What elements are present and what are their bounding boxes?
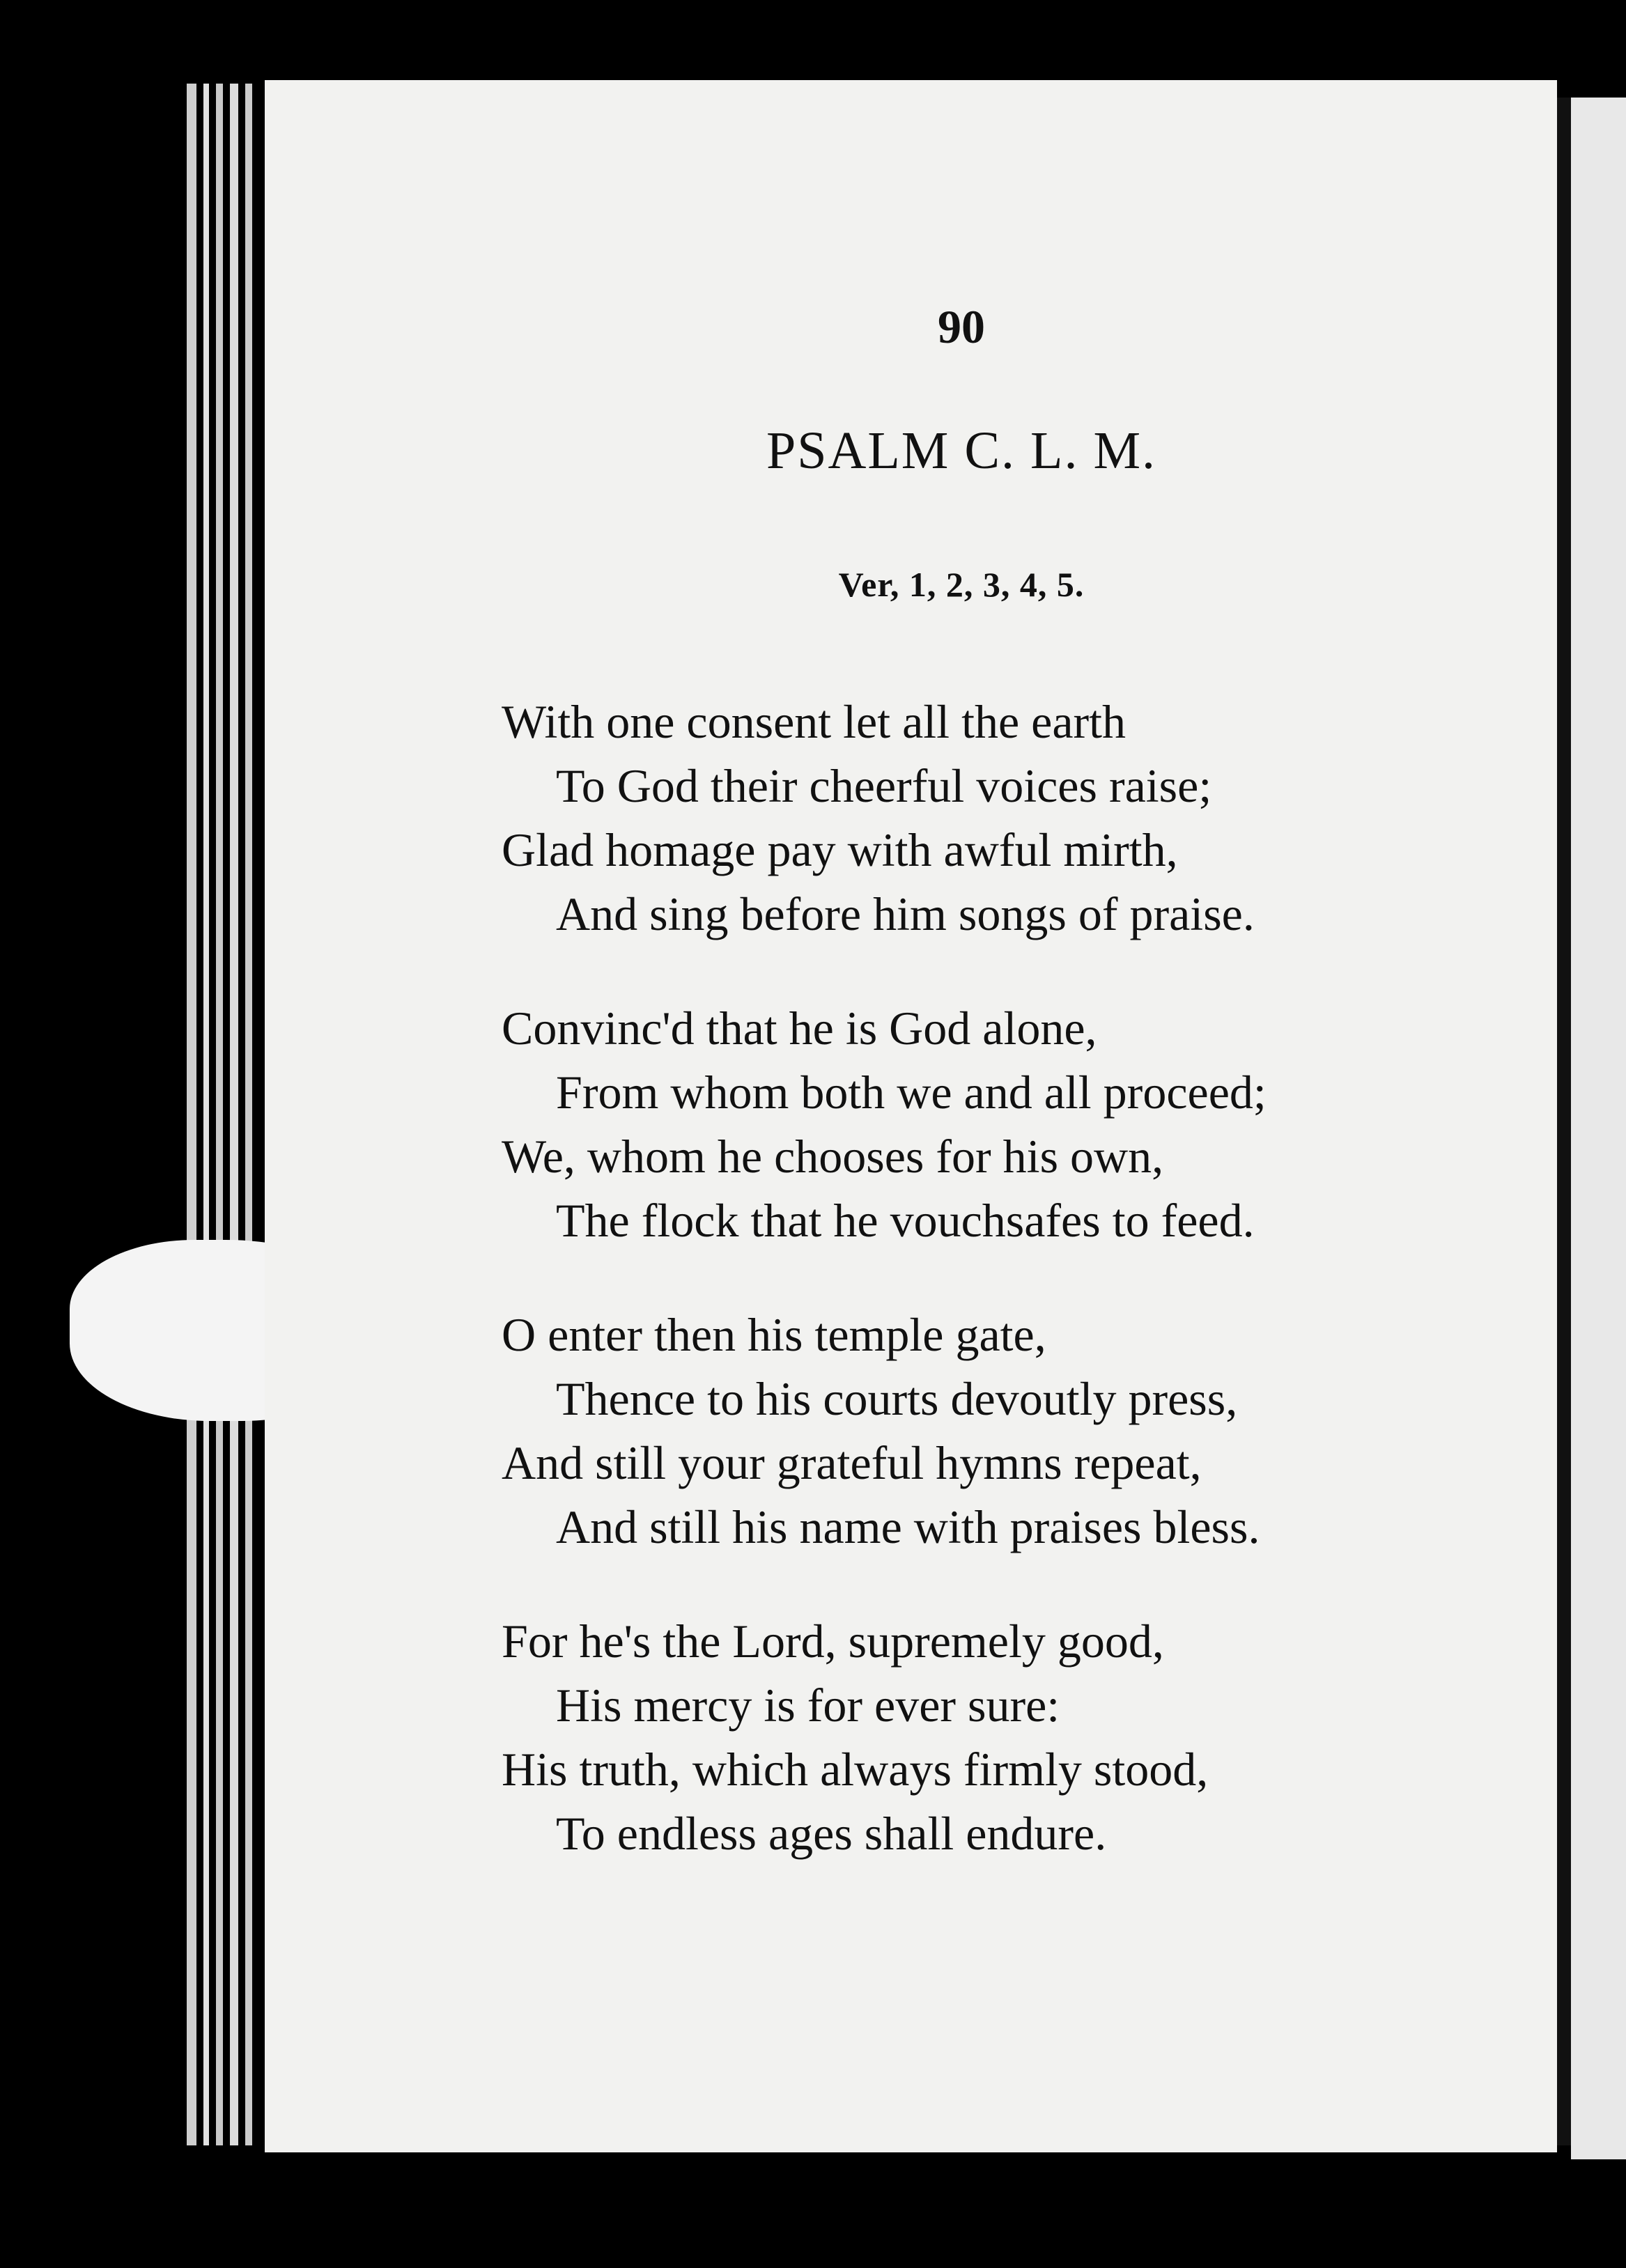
page-number: 90 bbox=[938, 300, 985, 353]
book-edge-strip bbox=[187, 84, 196, 2145]
verse-line: And sing before him songs of praise. bbox=[556, 887, 1255, 940]
verse-reference: Ver, 1, 2, 3, 4, 5. bbox=[838, 565, 1085, 604]
verse-line: O enter then his temple gate, bbox=[502, 1308, 1046, 1361]
verse-line: Glad homage pay with awful mirth, bbox=[502, 823, 1178, 876]
stanza bbox=[502, 690, 1255, 946]
stanza bbox=[502, 996, 1267, 1252]
book-edge-strip bbox=[230, 84, 238, 2145]
verse-line: The flock that he vouchsafes to feed. bbox=[556, 1194, 1255, 1247]
verse-line: From whom both we and all proceed; bbox=[556, 1066, 1267, 1119]
book-edge-strip bbox=[216, 84, 223, 2145]
stanza bbox=[502, 1609, 1208, 1865]
stanza bbox=[502, 1303, 1260, 1559]
verse-line: Convinc'd that he is God alone, bbox=[502, 1002, 1097, 1055]
book-edge-strip bbox=[245, 84, 252, 2145]
verse-line: His mercy is for ever sure: bbox=[556, 1679, 1060, 1732]
book-edge-strip bbox=[203, 84, 209, 2145]
verse-line: And still your grateful hymns repeat, bbox=[502, 1436, 1202, 1489]
facing-page-edge bbox=[1571, 98, 1626, 2159]
verse-line: We, whom he chooses for his own, bbox=[502, 1130, 1164, 1183]
psalm-title: PSALM C. L. M. bbox=[766, 421, 1157, 480]
verse-line: To God their cheerful voices raise; bbox=[556, 759, 1212, 812]
verse-line: And still his name with praises bless. bbox=[556, 1500, 1260, 1553]
verse-line: For he's the Lord, supremely good, bbox=[502, 1615, 1164, 1668]
verse-line: Thence to his courts devoutly press, bbox=[556, 1372, 1238, 1425]
verse-line: With one consent let all the earth bbox=[502, 695, 1126, 748]
page-gutter-shadow bbox=[1557, 98, 1571, 2145]
verse-line: To endless ages shall endure. bbox=[556, 1807, 1107, 1860]
verse-line: His truth, which always firmly stood, bbox=[502, 1743, 1209, 1796]
